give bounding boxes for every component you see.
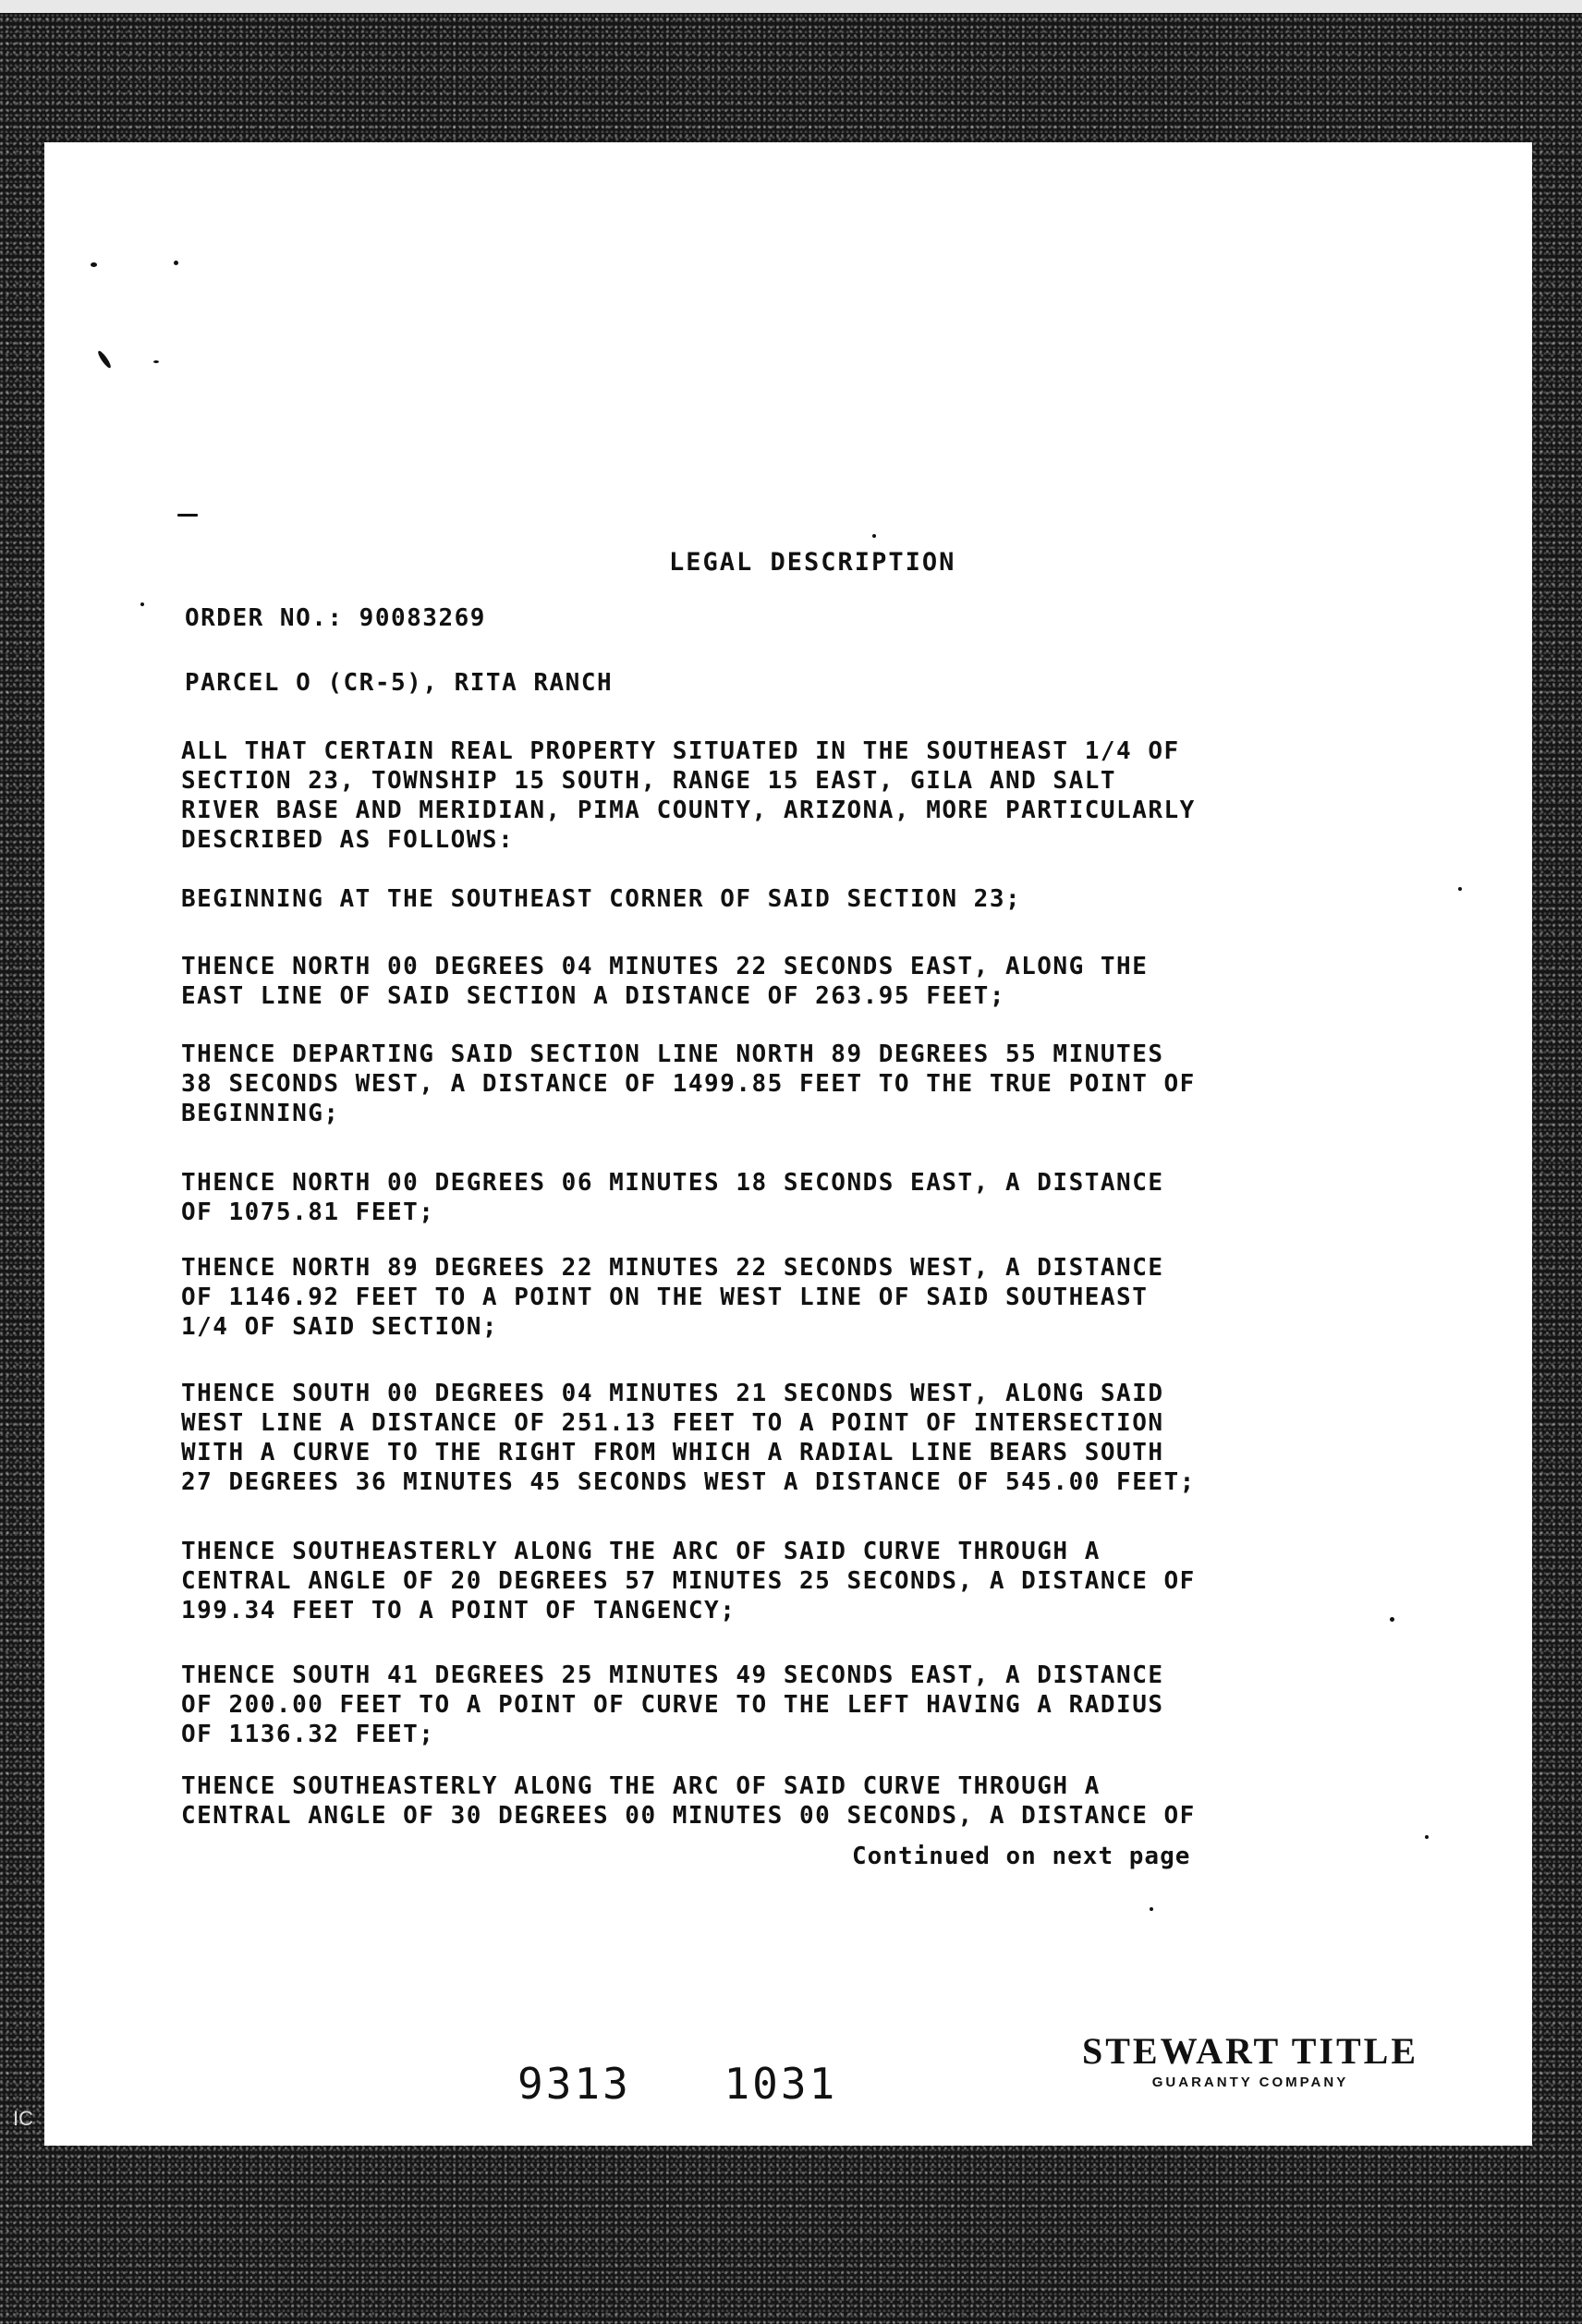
company-subtitle: GUARANTY COMPANY <box>1151 2075 1349 2090</box>
scan-speck <box>153 360 159 363</box>
text-line: THENCE NORTH 00 DEGREES 04 MINUTES 22 SECONDS EAST, ALONG THE <box>181 953 1149 980</box>
text-line: OF 1136.32 FEET; <box>181 1721 435 1748</box>
text-line: THENCE DEPARTING SAID SECTION LINE NORTH 89 DEGREES 55 MINUTES <box>181 1040 1164 1068</box>
text-line: OF 1146.92 FEET TO A POINT ON THE WEST LINE OF SAID SOUTHEAST <box>181 1284 1149 1311</box>
scan-edge-mark: IC <box>13 2107 33 2130</box>
paragraph-course-7 <box>181 1661 1373 1749</box>
page-title: LEGAL DESCRIPTION <box>669 548 956 577</box>
company-name: STEWART TITLE <box>1081 2030 1419 2072</box>
scan-speck <box>1458 887 1462 891</box>
document-stamp-numbers <box>517 2059 902 2109</box>
scan-speck <box>96 349 113 369</box>
stamp-number-right: 1031 <box>724 2059 838 2109</box>
document-page <box>44 142 1532 2146</box>
text-line: WEST LINE A DISTANCE OF 251.13 FEET TO A POINT OF INTERSECTION <box>181 1409 1164 1437</box>
text-line: OF 200.00 FEET TO A POINT OF CURVE TO THE LEFT HAVING A RADIUS <box>181 1691 1164 1719</box>
text-line: DESCRIBED AS FOLLOWS: <box>181 826 515 854</box>
paragraph-course-3 <box>181 1168 1373 1227</box>
text-line: SECTION 23, TOWNSHIP 15 SOUTH, RANGE 15 EAST, GILA AND SALT <box>181 767 1117 795</box>
text-line: 199.34 FEET TO A POINT OF TANGENCY; <box>181 1597 736 1624</box>
continued-note: Continued on next page <box>852 1843 1191 1870</box>
paragraph-course-5 <box>181 1379 1373 1497</box>
text-line: 27 DEGREES 36 MINUTES 45 SECONDS WEST A DISTANCE OF 545.00 FEET; <box>181 1468 1196 1496</box>
order-number: ORDER NO.: 90083269 <box>185 604 486 632</box>
text-line: THENCE NORTH 00 DEGREES 06 MINUTES 18 SECONDS EAST, A DISTANCE <box>181 1169 1164 1197</box>
paragraph-course-4 <box>181 1253 1373 1342</box>
paragraph-course-6 <box>181 1537 1373 1625</box>
text-line: 1/4 OF SAID SECTION; <box>181 1313 499 1341</box>
paragraph-intro <box>181 736 1373 855</box>
text-line: CENTRAL ANGLE OF 30 DEGREES 00 MINUTES 00 SECONDS, A DISTANCE OF <box>181 1802 1196 1830</box>
text-line: THENCE SOUTHEASTERLY ALONG THE ARC OF SAID CURVE THROUGH A <box>181 1538 1101 1565</box>
text-line: 38 SECONDS WEST, A DISTANCE OF 1499.85 FEET TO THE TRUE POINT OF <box>181 1070 1196 1098</box>
scan-speck <box>174 261 178 265</box>
text-line: THENCE SOUTH 41 DEGREES 25 MINUTES 49 SECONDS EAST, A DISTANCE <box>181 1661 1164 1689</box>
scan-speck <box>140 602 144 606</box>
text-line: BEGINNING AT THE SOUTHEAST CORNER OF SAID SECTION 23; <box>181 885 1022 913</box>
paragraph-course-2 <box>181 1040 1373 1128</box>
paragraph-beginning <box>181 884 1373 914</box>
scan-speck <box>1390 1617 1394 1622</box>
scan-speck <box>1150 1907 1153 1911</box>
scan-speck <box>1425 1835 1429 1839</box>
text-line: WITH A CURVE TO THE RIGHT FROM WHICH A RADIAL LINE BEARS SOUTH <box>181 1439 1164 1466</box>
paragraph-course-8 <box>181 1771 1373 1831</box>
text-line: EAST LINE OF SAID SECTION A DISTANCE OF 263.95 FEET; <box>181 982 1005 1010</box>
parcel-heading: PARCEL O (CR-5), RITA RANCH <box>185 669 614 697</box>
text-line: BEGINNING; <box>181 1100 340 1127</box>
text-line: CENTRAL ANGLE OF 20 DEGREES 57 MINUTES 25 SECONDS, A DISTANCE OF <box>181 1567 1196 1595</box>
text-line: ALL THAT CERTAIN REAL PROPERTY SITUATED IN THE SOUTHEAST 1/4 OF <box>181 737 1180 765</box>
text-line: THENCE SOUTH 00 DEGREES 04 MINUTES 21 SECONDS WEST, ALONG SAID <box>181 1380 1164 1407</box>
scan-speck <box>872 534 876 538</box>
company-logo <box>1052 2029 1449 2090</box>
paragraph-course-1 <box>181 952 1373 1011</box>
stamp-number-left: 9313 <box>517 2059 631 2109</box>
scan-speck <box>177 514 198 517</box>
scan-speck <box>91 262 97 267</box>
scan-top-edge <box>0 0 1582 13</box>
text-line: THENCE SOUTHEASTERLY ALONG THE ARC OF SAID CURVE THROUGH A <box>181 1772 1101 1800</box>
text-line: THENCE NORTH 89 DEGREES 22 MINUTES 22 SECONDS WEST, A DISTANCE <box>181 1254 1164 1282</box>
text-line: RIVER BASE AND MERIDIAN, PIMA COUNTY, ARIZONA, MORE PARTICULARLY <box>181 797 1196 824</box>
text-line: OF 1075.81 FEET; <box>181 1199 435 1226</box>
